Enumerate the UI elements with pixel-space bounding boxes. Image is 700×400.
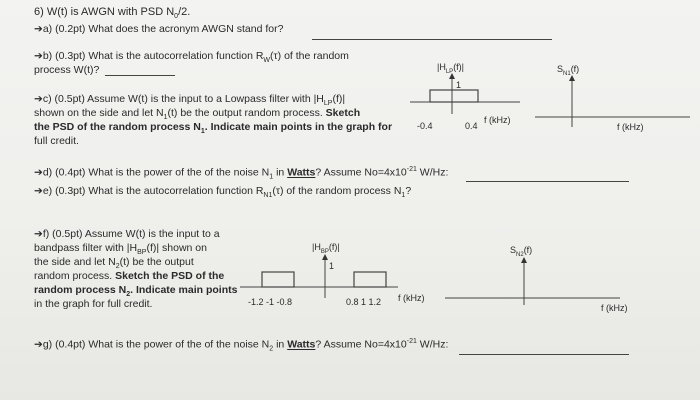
bp-right-band [354,272,386,287]
bp-height-label: 1 [329,261,335,271]
bp-axis-label: f (kHz) [398,293,425,303]
question-b-cont: process W(t)? [34,64,100,76]
bp-title: $|H_{BP}(f)|$ [312,242,340,255]
lp-right-tick: 0.4 [465,121,478,131]
question-c-line3: the PSD of the random process $N_1$. Indicate main points in the graph for [34,121,393,136]
arrow-icon: ➔ [34,228,43,240]
question-e: ➔e) (0.3pt) What is the autocorrelation function $R_{N1}(\tau)$ of the random process $N_1$? [34,185,412,200]
arrow-icon: ➔ [34,23,43,35]
question-f-line2: bandpass filter with $|H_{BP}(f)|$ shown on [34,242,207,257]
bp-pos-ticks: 0.8 1 1.2 [346,297,382,307]
question-c-line4: full credit. [34,135,79,147]
lp-filter-rect [430,90,478,102]
arrow-icon: ➔ [34,166,43,179]
sn2-graph [445,260,620,305]
question-f-line3: the side and let $N_2(t)$ be the output [34,256,194,271]
sn2-axis-label: f (kHz) [601,303,628,313]
sn1-title: $S_{N1}(f)$ [557,64,580,77]
arrow-icon: ➔ [34,50,43,62]
question-d: ➔d) (0.4pt) What is the power of the of the noise $N_1$ in Watts? Assume $No=4x10^{-21}$ W/Hz: [34,166,449,181]
sn1-graph [535,78,690,127]
arrow-icon: ➔ [34,338,43,351]
sn1-axis-label: f (kHz) [617,122,644,132]
lp-axis-label: f (kHz) [484,115,511,125]
lp-height-label: 1 [456,80,462,90]
question-a: ➔a) (0.2pt) What does the acronym AWGN stand for? [34,23,284,35]
arrow-icon: ➔ [34,93,43,105]
problem-header: 6) W(t) is AWGN with PSD $N_0/2$. [34,6,191,21]
question-c: ➔c) (0.5pt) Assume W(t) is the input to a Lowpass filter with $|H_{LP}(f)|$ [34,93,346,108]
question-b: ➔b) (0.3pt) What is the autocorrelation function $R_W(\tau)$ of the random [34,50,349,65]
sn2-title: $S_{N2}(f)$ [510,245,533,258]
bp-left-band [262,272,294,287]
question-f-line4: random process. Sketch the PSD of the [34,270,225,282]
question-f-line5: random process $N_2$. Indicate main points [34,284,238,299]
arrow-icon: ➔ [34,185,43,197]
question-c-line2: shown on the side and let $N_1(t)$ be the output random process. Sketch [34,107,361,122]
bandpass-filter-graph [240,257,398,298]
question-g: ➔g) (0.4pt) What is the power of the of the noise $N_2$ in Watts? Assume $No=4x10^{-21}$ W/Hz: [34,338,449,353]
bp-neg-ticks: -1.2 -1 -0.8 [248,297,293,307]
question-f: ➔f) (0.5pt) Assume W(t) is the input to a [34,228,220,240]
lp-left-tick: -0.4 [417,121,433,131]
lp-title: $|H_{LP}(f)|$ [437,62,465,75]
question-f-line6: in the graph for full credit. [34,298,153,310]
lowpass-filter-graph [410,76,520,114]
